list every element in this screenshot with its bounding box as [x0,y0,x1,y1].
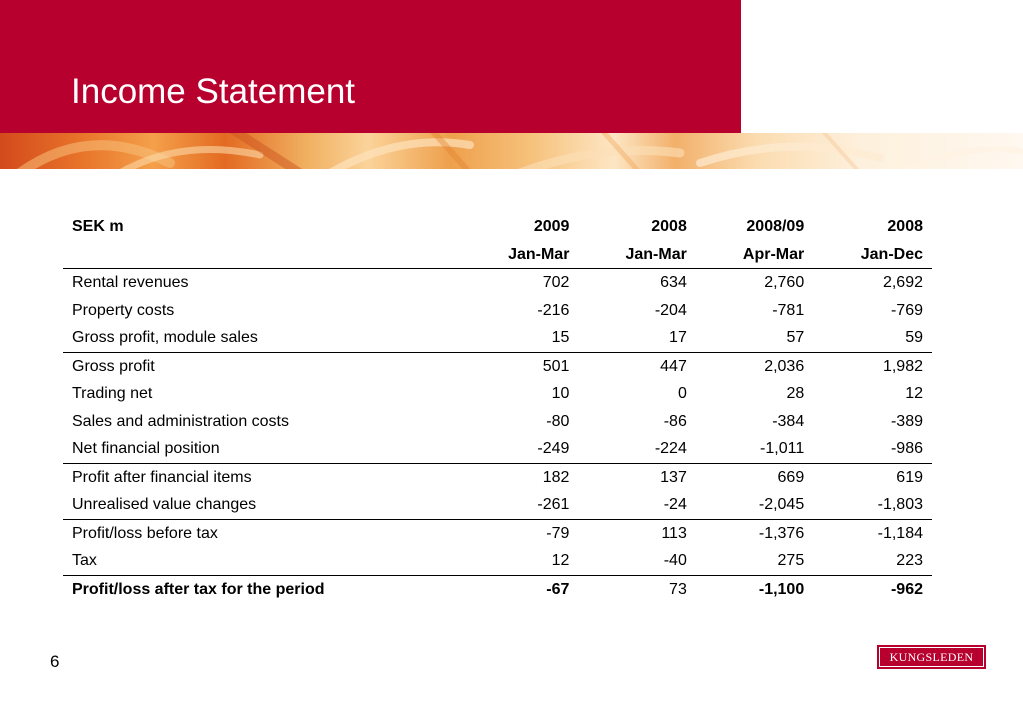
row-value: -769 [890,301,923,319]
row-value: -986 [890,440,923,458]
row-value: 275 [777,552,805,570]
row-value: -204 [654,301,687,319]
row-value: -781 [772,301,805,319]
row-value: 182 [461,463,578,491]
row-value: 137 [578,463,695,491]
row-value: -80 [546,412,570,430]
row-value: 10 [551,385,570,403]
row-value: -1,184 [813,519,932,547]
row-value: 634 [578,269,695,297]
title-band [0,0,741,133]
row-value: 702 [461,269,578,297]
header-period: Jan-Dec [860,245,923,263]
row-value: 59 [905,329,923,347]
table-row-total [63,575,932,603]
row-label: Net financial position [72,440,220,458]
row-value: 28 [786,385,805,403]
row-value: -1,100 [696,575,813,603]
logo-text: KUNGSLEDEN [879,647,984,667]
row-label: Gross profit, module sales [72,329,258,347]
table-row [63,408,932,436]
table-row [63,324,932,352]
row-label: Rental revenues [63,269,461,297]
row-value: 12 [905,385,923,403]
row-value: 0 [677,385,687,403]
header-year: 2009 [533,218,570,236]
row-value: -389 [890,412,923,430]
table-header-row [63,241,932,269]
row-value: -1,803 [877,496,923,514]
company-logo [877,645,986,669]
row-value: 57 [786,329,805,347]
row-value: -224 [654,440,687,458]
row-label: Trading net [72,385,153,403]
row-label: Property costs [72,301,175,319]
row-value: 12 [551,552,570,570]
row-value: 619 [813,463,932,491]
row-value: 501 [461,352,578,380]
decorative-pattern-image [0,133,1023,169]
row-value: -1,376 [696,519,813,547]
table-row [63,297,932,325]
header-currency-label: SEK m [72,218,124,236]
table-row [63,435,932,463]
row-value: 2,760 [696,269,813,297]
table-row [63,519,932,547]
row-value: -67 [461,575,578,603]
row-label: Unrealised value changes [72,496,257,514]
table-row [63,491,932,519]
row-value: -79 [461,519,578,547]
header-blank [63,241,461,269]
row-value: 73 [578,575,695,603]
row-value: 17 [669,329,687,347]
row-value: 2,692 [813,269,932,297]
row-value: 223 [896,552,923,570]
page-title: Income Statement [71,72,356,111]
row-value: 113 [578,519,695,547]
row-label: Gross profit [63,352,461,380]
row-value: 447 [578,352,695,380]
row-label: Tax [72,552,97,570]
decorative-banner [0,133,1023,169]
row-value: -249 [537,440,570,458]
row-label: Sales and administration costs [72,412,289,430]
row-value: -216 [537,301,570,319]
header-year: 2008/09 [746,218,805,236]
table-row [63,463,932,491]
row-value: -40 [663,552,687,570]
row-value: -24 [663,496,687,514]
table-row [63,547,932,575]
row-label: Profit/loss after tax for the period [63,575,461,603]
row-label: Profit/loss before tax [63,519,461,547]
header-year: 2008 [887,218,923,236]
row-value: -1,011 [760,440,805,458]
row-value: 15 [551,329,570,347]
table-row [63,352,932,380]
page-number: 6 [50,652,60,671]
row-value: -2,045 [758,496,805,514]
row-value: 669 [696,463,813,491]
table-row [63,269,932,297]
row-value: -962 [813,575,932,603]
income-statement-table [63,213,932,603]
row-value: -261 [537,496,570,514]
row-value: 2,036 [696,352,813,380]
header-period: Apr-Mar [742,245,805,263]
row-label: Profit after financial items [63,463,461,491]
table-row [63,380,932,408]
header-period: Jan-Mar [508,245,570,263]
row-value: -86 [663,412,687,430]
row-value: 1,982 [813,352,932,380]
header-period: Jan-Mar [625,245,687,263]
row-value: -384 [772,412,805,430]
header-year: 2008 [651,218,687,236]
table-header-row [63,213,932,241]
